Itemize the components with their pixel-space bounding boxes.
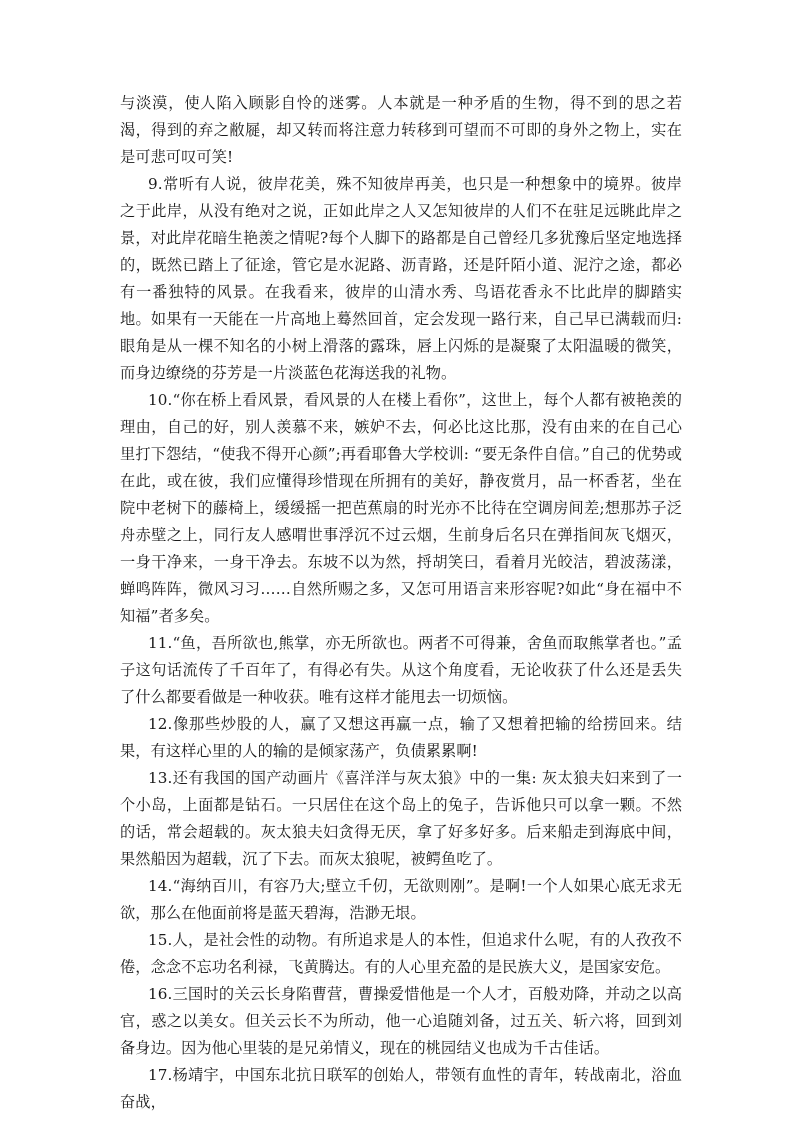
document-body xyxy=(120,90,682,1116)
paragraph-9: 9.常听有人说，彼岸花美，殊不知彼岸再美，也只是一种想象中的境界。彼岸之于此岸，从没有绝对之说，正如此岸之人又怎知彼岸的人们不在驻足远眺此岸之景，对此岸花暗生艳羡之情呢?每个人脚下的路都是自己曾经几多犹豫后坚定地选择的，既然已踏上了征途，管它是水泥路、沥青路，还是阡陌小道、泥泞之途，都必有一番独特的风景。在我看来，彼岸的山清水秀、鸟语花香永不比此岸的脚踏实地。如果有一天能在一片高地上蓦然回首，定会发现一路行来，自己早已满载而归: 眼角是从一棵不知名的小树上滑落的露珠，唇上闪烁的是凝聚了太阳温暖的微笑，而身边缭绕的芬芳是一片淡蓝色花海送我的礼物。 xyxy=(120,175,682,382)
paragraph-16: 16.三国时的关云长身陷曹营，曹操爱惜他是一个人才，百般劝降，并动之以高官，惑之以美女。但关云长不为所动，他一心追随刘备，过五关、斩六将，回到刘备身边。因为他心里装的是兄弟情义，现在的桃园结义也成为千古佳话。 xyxy=(120,985,682,1057)
paragraph-12: 12.像那些炒股的人，赢了又想这再赢一点，输了又想着把输的给捞回来。结果，有这样心里的人的输的是倾家荡产，负债累累啊! xyxy=(120,715,682,760)
paragraph-11: 11.“鱼，吾所欲也,熊掌，亦无所欲也。两者不可得兼，舍鱼而取熊掌者也。”孟子这句话流传了千百年了，有得必有失。从这个角度看，无论收获了什么还是丢失了什么都要看做是一种收获。唯有这样才能甩去一切烦恼。 xyxy=(120,634,682,706)
paragraph-17: 17.杨靖宇，中国东北抗日联军的创始人，带领有血性的青年，转战南北，浴血奋战， xyxy=(120,1066,682,1111)
paragraph-continuation: 与淡漠，使人陷入顾影自怜的迷雾。人本就是一种矛盾的生物，得不到的思之若渴，得到的弃之敝屣，却又转而将注意力转移到可望而不可即的身外之物上，实在是可悲可叹可笑! xyxy=(120,94,682,166)
paragraph-13: 13.还有我国的国产动画片《喜洋洋与灰太狼》中的一集: 灰太狼夫妇来到了一个小岛，上面都是钻石。一只居住在这个岛上的兔子，告诉他只可以拿一颗。不然的话，常会超载的。灰太狼夫妇贪得无厌，拿了好多好多。后来船走到海底中间，果然船因为超载，沉了下去。而灰太狼呢，被鳄鱼吃了。 xyxy=(120,769,682,868)
paragraph-15: 15.人，是社会性的动物。有所追求是人的本性，但追求什么呢，有的人孜孜不倦，念念不忘功名利禄，飞黄腾达。有的人心里充盈的是民族大义，是国家安危。 xyxy=(120,931,682,976)
paragraph-10: 10.“你在桥上看风景，看风景的人在楼上看你”，这世上，每个人都有被艳羡的理由，自己的好，别人羡慕不来，嫉妒不去，何必比这比那，没有由来的在自己心里打下怨结，“使我不得开心颜”;再看耶鲁大学校训: “要无条件自信。”自己的优势或在此，或在彼，我们应懂得珍惜现在所拥有的美好，静夜赏月，品一杯香茗，坐在院中老树下的藤椅上，缓缓摇一把芭蕉扇的时光亦不比待在空调房间差;想那苏子泛舟赤壁之上，同行友人感喟世事浮沉不过云烟，生前身后名只在弹指间灰飞烟灭，一身干净来，一身干净去。东坡不以为然，捋胡笑曰，看着月光皎洁，碧波荡漾，蝉鸣阵阵，微风习习……自然所赐之多，又怎可用语言来形容呢?如此“身在福中不知福”者多矣。 xyxy=(120,391,682,625)
paragraph-14: 14.“海纳百川，有容乃大;壁立千仞，无欲则刚”。是啊!一个人如果心底无求无欲，那么在他面前将是蓝天碧海，浩渺无垠。 xyxy=(120,877,682,922)
